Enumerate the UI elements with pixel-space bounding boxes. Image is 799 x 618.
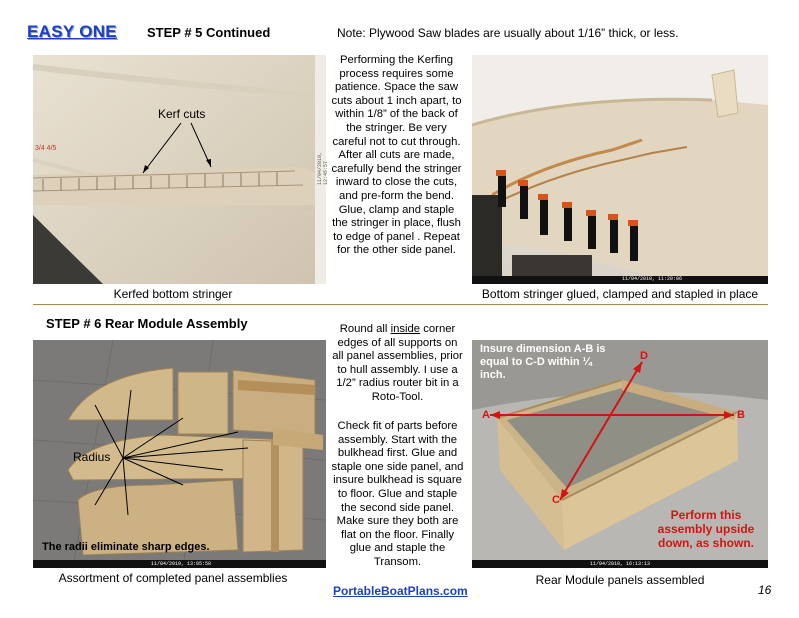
point-d-label: D bbox=[640, 350, 648, 362]
saw-blade-note: Note: Plywood Saw blades are usually about 1/16” thick, or less. bbox=[337, 26, 679, 40]
rounding-text-end: corner edges of all supports on all panel assemblies, prior to hull assembly. I use a 1/2” radius router bit in a Roto-Tool. bbox=[332, 323, 463, 403]
kerfed-stringer-photo bbox=[33, 55, 329, 284]
photo-timestamp: 11/04/2010, 16:13:13 bbox=[590, 561, 651, 567]
point-a-label: A bbox=[482, 409, 490, 421]
radius-label: Radius bbox=[73, 450, 111, 464]
kerfing-instructions: Performing the Kerfing process requires some patience. Space the saw cuts about 1 inch apart, to within 1/8” of the back of the stringer. Be very careful not to cut through. After all cuts are made, carefully bend the stringer inward to close the cuts, and pre-form the bend. Glue, clamp and staple the stringer in place, flush to edge of panel . Repeat for the other side panel. bbox=[331, 54, 462, 257]
glued-stringer-photo bbox=[472, 55, 768, 284]
photo-timestamp: 11/04/2010, 13:05:58 bbox=[151, 561, 212, 567]
photo-timestamp: 11/04/2010, 12:45:57 bbox=[317, 151, 329, 185]
radii-note: The radii eliminate sharp edges. bbox=[42, 541, 210, 553]
assembly-instructions: Check fit of parts before assembly. Start with the bulkhead first. Glue and staple one side panel, and insure bulkhead is square to floor. Glue and staple the second side panel. Make sure they both are flat on the floor. Finally glue and staple the Transom. bbox=[331, 420, 464, 568]
panel-assemblies-caption: Assortment of completed panel assemblies bbox=[58, 571, 288, 585]
dimension-note: Insure dimension A-B is equal to C-D within ¼ inch. bbox=[480, 343, 606, 381]
kerf-cuts-label: Kerf cuts bbox=[158, 107, 206, 121]
point-b-label: B bbox=[737, 409, 745, 421]
upside-down-note: Perform this assembly upside down, as shown. bbox=[657, 508, 755, 550]
section-divider bbox=[33, 304, 768, 305]
rounding-instructions bbox=[331, 323, 464, 405]
glued-stringer-caption: Bottom stringer glued, clamped and stapled in place bbox=[481, 287, 759, 301]
rear-module-caption: Rear Module panels assembled bbox=[535, 573, 705, 587]
step-6-heading: STEP # 6 Rear Module Assembly bbox=[46, 316, 248, 331]
inside-emphasis: inside bbox=[390, 323, 421, 335]
glued-stringer-image bbox=[472, 55, 768, 284]
page-number: 16 bbox=[758, 583, 772, 597]
kerfed-stringer-image bbox=[33, 55, 326, 284]
step-5-heading: STEP # 5 Continued bbox=[147, 25, 271, 40]
panel-assemblies-photo bbox=[33, 340, 326, 568]
photo-timestamp: 11/04/2010, 11:20:06 bbox=[622, 276, 683, 282]
website-link[interactable]: PortableBoatPlans.com bbox=[333, 584, 468, 598]
rounding-text-start: Round all bbox=[339, 323, 391, 335]
point-c-label: C bbox=[552, 494, 560, 506]
svg-text:3/4 4/5: 3/4 4/5 bbox=[35, 145, 57, 152]
kerfed-stringer-caption: Kerfed bottom stringer bbox=[113, 287, 233, 301]
brand-logo: EASY ONE bbox=[27, 22, 117, 41]
rear-module-photo bbox=[472, 340, 768, 568]
